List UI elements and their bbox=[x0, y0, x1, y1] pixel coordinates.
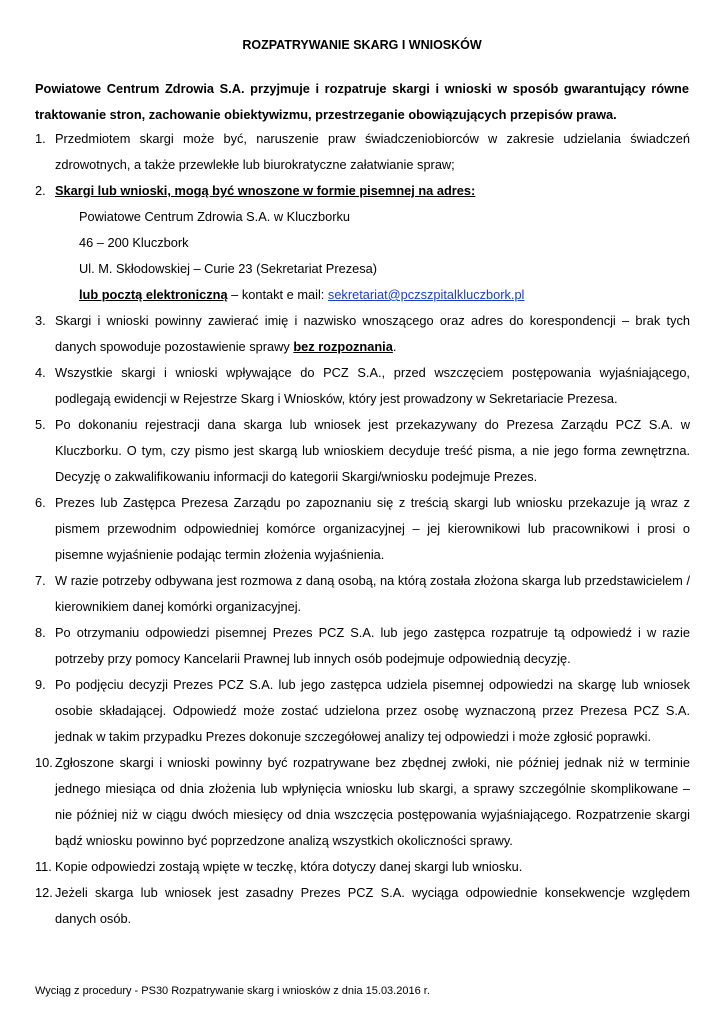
address-line: 46 – 200 Kluczbork bbox=[79, 235, 189, 250]
item-number: 12. bbox=[35, 885, 53, 900]
list-item-2 bbox=[35, 178, 690, 308]
item-heading: Skargi lub wnioski, mogą być wnoszone w formie pisemnej na adres: bbox=[55, 183, 476, 198]
item-number: 8. bbox=[35, 625, 46, 640]
item-number: 1. bbox=[35, 131, 46, 146]
list-item-12 bbox=[35, 880, 690, 932]
list-item-3 bbox=[35, 308, 690, 360]
item-text: Zgłoszone skargi i wnioski powinny być rozpatrywane bez zbędnej zwłoki, nie później jednak niż w terminie jednego miesiąca od dnia złożenia lub wpłynięcia wniosku lub skargi, a sprawy szczególnie skomplikowane – nie później niż w ciągu dwóch miesięcy od dnia wszczęcia postępowania wyjaśniającego. Rozpatrzenie skargi bądź wniosku powinno być poprzedzone analizą wszystkich okoliczności sprawy. bbox=[55, 755, 690, 848]
emphasis-text: bez rozpoznania bbox=[293, 339, 393, 354]
email-label: lub pocztą elektroniczną bbox=[79, 287, 228, 302]
item-number: 4. bbox=[35, 365, 46, 380]
address-line: Ul. M. Skłodowskiej – Curie 23 (Sekretariat Prezesa) bbox=[79, 261, 377, 276]
item-text-main: Skargi i wnioski powinny zawierać imię i nazwisko wnoszącego oraz adres do korespondencji – brak tych danych spowoduje pozostawienie sprawy bbox=[55, 313, 690, 354]
address-line: Powiatowe Centrum Zdrowia S.A. w Kluczborku bbox=[79, 209, 350, 224]
item-text-after: . bbox=[392, 339, 397, 354]
email-line bbox=[79, 282, 690, 308]
item-number: 11. bbox=[35, 859, 52, 874]
list-item-11 bbox=[35, 854, 690, 880]
document-title: ROZPATRYWANIE SKARG I WNIOSKÓW bbox=[242, 38, 482, 52]
list-item-5 bbox=[35, 412, 690, 490]
list-item-4 bbox=[35, 360, 690, 412]
intro-paragraph: Powiatowe Centrum Zdrowia S.A. przyjmuje i rozpatruje skargi i wnioski w sposób gwarantujący równe traktowanie stron, zachowanie obiektywizmu, przestrzeganie obowiązujących przepisów prawa. bbox=[35, 81, 689, 122]
item-text: Jeżeli skarga lub wniosek jest zasadny Prezes PCZ S.A. wyciąga odpowiednie konsekwencje względem danych osób. bbox=[55, 885, 690, 926]
list-item-1 bbox=[35, 126, 690, 178]
email-link[interactable]: sekretariat@pczszpitalkluczbork.pl bbox=[327, 287, 525, 302]
list-item-7 bbox=[35, 568, 690, 620]
item-text: W razie potrzeby odbywana jest rozmowa z daną osobą, na którą została złożona skarga lub przedstawicielem / kierownikiem danej komórki organizacyjnej. bbox=[55, 573, 690, 614]
item-text: Prezes lub Zastępca Prezesa Zarządu po zapoznaniu się z treścią skargi lub wniosku przekazuje ją wraz z pismem przewodnim odpowiedniej komórce organizacyjnej – jej kierownikowi lub pracownikowi i prosi o pisemne wyjaśnienie podając termin złożenia wyjaśnienia. bbox=[55, 495, 690, 562]
item-number: 5. bbox=[35, 417, 46, 432]
item-number: 3. bbox=[35, 313, 46, 328]
list-item-9 bbox=[35, 672, 690, 750]
item-number: 7. bbox=[35, 573, 46, 588]
item-number: 10. bbox=[35, 755, 53, 770]
procedure-list bbox=[35, 126, 690, 932]
item-text: Przedmiotem skargi może być, naruszenie praw świadczeniobiorców w zakresie udzielania świadczeń zdrowotnych, a także przewlekłe lub biurokratyczne załatwianie spraw; bbox=[55, 131, 690, 172]
list-item-8 bbox=[35, 620, 690, 672]
item-text: Po dokonaniu rejestracji dana skarga lub wniosek jest przekazywany do Prezesa Zarządu PCZ S.A. w Kluczborku. O tym, czy pismo jest skargą lub wnioskiem decyduje treść pisma, a nie jego forma zewnętrzna. Decyzję o zakwalifikowaniu informacji do kategorii Skargi/wniosku podejmuje Prezes. bbox=[55, 417, 690, 484]
item-text: Wszystkie skargi i wnioski wpływające do PCZ S.A., przed wszczęciem postępowania wyjaśniającego, podlegają ewidencji w Rejestrze Skarg i Wniosków, który jest prowadzony w Sekretariacie Prezesa. bbox=[55, 365, 690, 406]
item-number: 2. bbox=[35, 183, 46, 198]
item-number: 6. bbox=[35, 495, 46, 510]
item-text: Po podjęciu decyzji Prezes PCZ S.A. lub jego zastępca udziela pisemnej odpowiedzi na skargę lub wniosek osobie składającej. Odpowiedź może zostać udzielona przez osobę wyznaczoną przez Prezesa PCZ S.A. jednak w takim przypadku Prezes dokonuje szczegółowej analizy tej odpowiedzi i może zgłosić poprawki. bbox=[55, 677, 690, 744]
item-text: Kopie odpowiedzi zostają wpięte w teczkę, która dotyczy danej skargi lub wniosku. bbox=[55, 859, 523, 874]
list-item-10 bbox=[35, 750, 690, 854]
item-text bbox=[55, 308, 690, 360]
item-text: Po otrzymaniu odpowiedzi pisemnej Prezes PCZ S.A. lub jego zastępca rozpatruje tą odpowiedź i w razie potrzeby przy pomocy Kancelarii Prawnej lub innych osób podejmuje odpowiednią decyzję. bbox=[55, 625, 690, 666]
item-number: 9. bbox=[35, 677, 46, 692]
footer-note: Wyciąg z procedury - PS30 Rozpatrywanie skarg i wniosków z dnia 15.03.2016 r. bbox=[35, 985, 430, 997]
postal-address bbox=[55, 204, 690, 308]
email-mid: – kontakt e mail: bbox=[227, 287, 328, 302]
list-item-6 bbox=[35, 490, 690, 568]
